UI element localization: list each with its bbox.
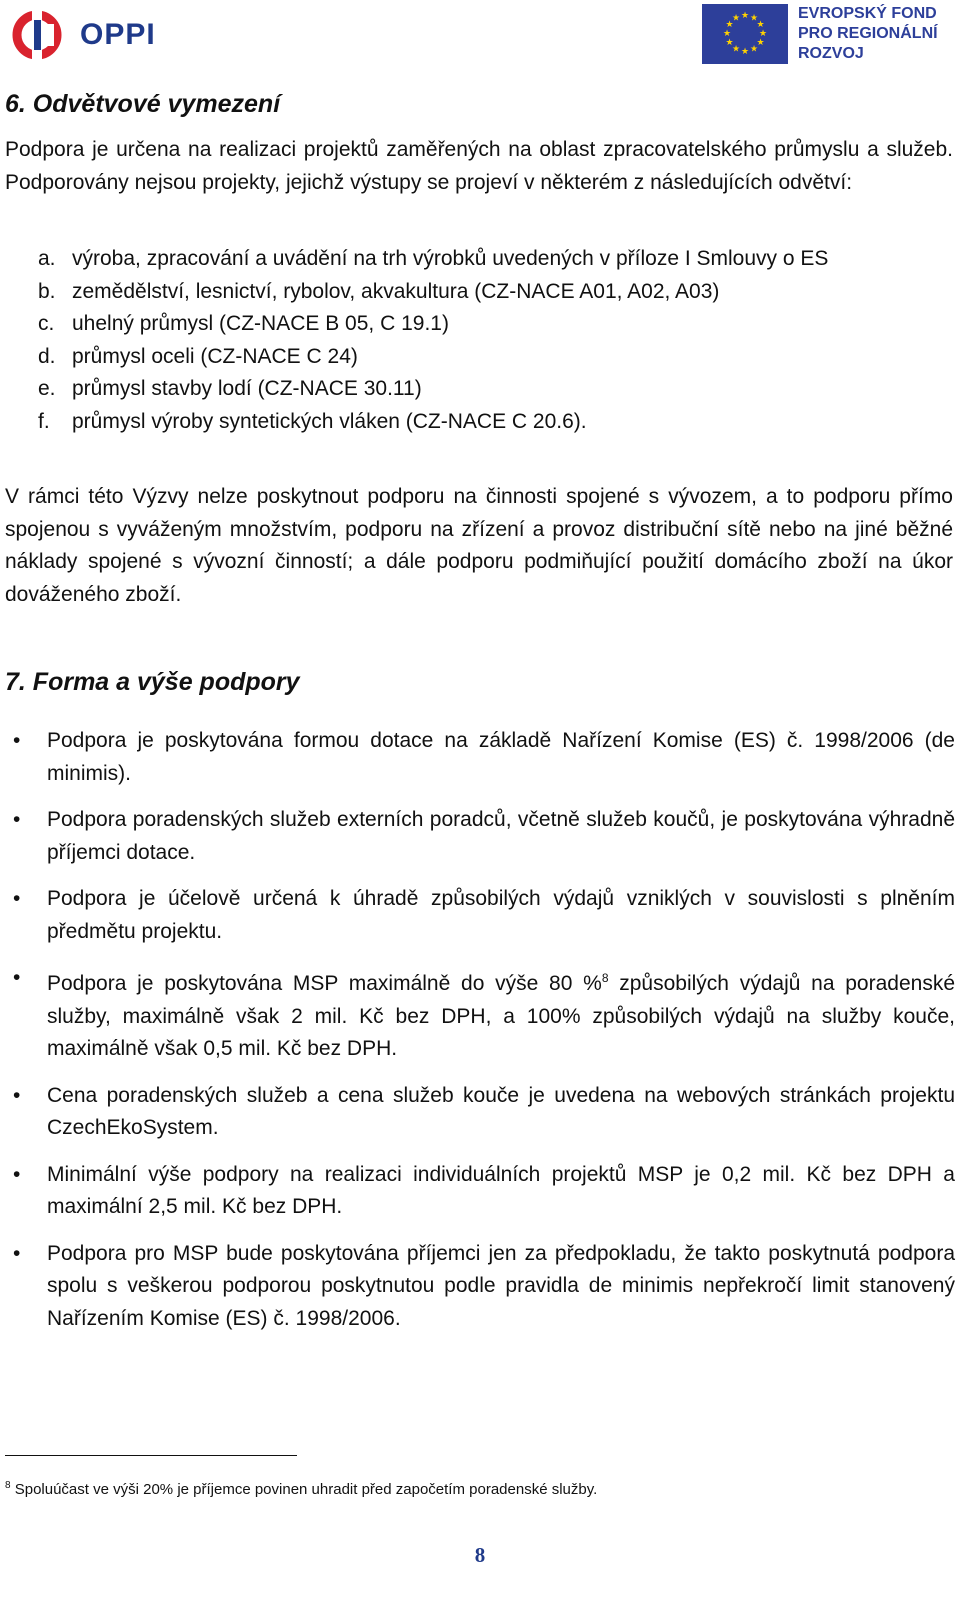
oppi-label: OPPI (80, 18, 156, 51)
footnote-number: 8 (5, 1480, 11, 1491)
eu-line-1: EVROPSKÝ FOND (798, 5, 937, 22)
bullet-text: Podpora je účelově určená k úhradě způsobilých výdajů vzniklých v souvislosti s plněním předmětu projektu. (47, 887, 955, 943)
bullet-item (5, 725, 955, 790)
list-item-text: uhelný průmysl (CZ-NACE B 05, C 19.1) (72, 312, 449, 335)
bullet-item (5, 804, 955, 869)
bullet-item (5, 962, 955, 1066)
list-item-label: f. (38, 409, 50, 433)
eu-fund-label (798, 4, 938, 64)
svg-text:★: ★ (756, 20, 765, 30)
svg-text:★: ★ (725, 38, 734, 48)
list-item-text: zemědělství, lesnictví, rybolov, akvakultura (CZ-NACE A01, A02, A03) (72, 279, 720, 303)
bullet-item (5, 1159, 955, 1224)
list-item-label: b. (38, 279, 56, 303)
bullet-item (5, 883, 955, 948)
bullet-icon: • (13, 1083, 21, 1107)
bullet-item (5, 1238, 955, 1336)
list-item-label: d. (38, 344, 56, 368)
footnote-text: Spoluúčast ve výši 20% je příjemce povinen uhradit před započetím poradenské služby. (10, 1481, 598, 1498)
bullet-text: Podpora je poskytována formou dotace na základě Nařízení Komise (ES) č. 1998/2006 (de minimis). (47, 729, 955, 785)
list-item (38, 406, 956, 439)
list-item (38, 276, 956, 309)
svg-text:★: ★ (749, 44, 759, 55)
bullet-text: Cena poradenských služeb a cena služeb kouče je uvedena na webových stránkách projektu CzechEkoSystem. (47, 1083, 955, 1139)
svg-text:★: ★ (749, 13, 759, 24)
svg-text:★: ★ (740, 11, 750, 21)
list-item-text: průmysl stavby lodí (CZ-NACE 30.11) (72, 377, 422, 400)
excluded-sectors-list (38, 243, 956, 438)
bullet-icon: • (13, 887, 21, 910)
section-6-heading: 6. Odvětvové vymezení (5, 90, 281, 118)
list-item (38, 341, 956, 374)
list-item-label: a. (38, 247, 56, 270)
list-item (38, 243, 956, 276)
eu-line-3: ROZVOJ (798, 45, 864, 62)
svg-text:★: ★ (725, 20, 734, 30)
bullet-icon: • (13, 808, 21, 831)
list-item (38, 308, 956, 341)
eu-logo (702, 4, 938, 64)
svg-text:★: ★ (731, 44, 741, 55)
section-6-closing: V rámci této Výzvy nelze poskytnout podporu na činnosti spojené s vývozem, a to podporu přímo spojenou s vyváženým množstvím, podporu na zřízení a provoz distribuční sítě nebo na jiné běžné náklady spojené s vývozní činností; a dále podporu podmiňující použití domácího zboží na úkor dováženého zboží. (5, 485, 953, 606)
oppi-emblem-icon (12, 10, 70, 60)
footnote (5, 1476, 597, 1500)
svg-text:★: ★ (740, 47, 750, 57)
section-6-intro: Podpora je určena na realizaci projektů zaměřených na oblast zpracovatelského průmyslu a služeb. Podporovány nejsou projekty, jejichž výstupy se projeví v některém z následujících odvětví: (5, 138, 953, 194)
footnote-ref[interactable]: 8 (601, 971, 609, 985)
oppi-logo (12, 10, 156, 60)
support-form-list (5, 725, 955, 1349)
section-7-heading: 7. Forma a výše podpory (5, 668, 300, 696)
svg-text:★: ★ (758, 29, 768, 39)
bullet-text (47, 962, 955, 1066)
page-number: 8 (474, 1543, 486, 1567)
svg-text:★: ★ (756, 38, 765, 48)
bullet-icon: • (13, 729, 21, 752)
bullet-item (5, 1080, 955, 1145)
page-header (0, 0, 960, 80)
bullet-icon: • (13, 1241, 21, 1265)
bullet-text: Podpora pro MSP bude poskytována příjemci jen za předpokladu, že takto poskytnutá podpora spolu s veškerou podporou poskytnutou podle pravidla de minimis nepřekročí limit stanovený Nařízením Komise (ES) č. 1998/2006. (47, 1241, 955, 1330)
list-item-label: e. (38, 377, 56, 400)
svg-text:★: ★ (731, 13, 741, 24)
bullet-text-part: Podpora je poskytována MSP maximálně do výše 80 % (47, 972, 602, 995)
svg-text:★: ★ (722, 29, 732, 39)
bullet-text: Minimální výše podpory na realizaci individuálních projektů MSP je 0,2 mil. Kč bez DPH a maximální 2,5 mil. Kč bez DPH. (47, 1162, 955, 1218)
footnote-divider (5, 1455, 297, 1456)
list-item-text: průmysl výroby syntetických vláken (CZ-NACE C 20.6). (72, 409, 587, 433)
eu-line-2: PRO REGIONÁLNÍ (798, 25, 938, 42)
list-item-text: průmysl oceli (CZ-NACE C 24) (72, 344, 358, 368)
list-item-text: výroba, zpracování a uvádění na trh výrobků uvedených v příloze I Smlouvy o ES (72, 247, 829, 270)
bullet-icon: • (13, 966, 21, 989)
eu-flag-icon (702, 4, 788, 64)
bullet-text: Podpora poradenských služeb externích poradců, včetně služeb koučů, je poskytována výhradně příjemci dotace. (47, 808, 955, 864)
bullet-icon: • (13, 1162, 21, 1186)
list-item (38, 373, 956, 406)
bullet-text-part: způsobilých výdajů na poradenské služby, maximálně však 2 mil. Kč bez DPH, a 100% způsobilých výdajů na služby kouče, maximálně však 0,5 mil. Kč bez DPH. (47, 972, 955, 1060)
list-item-label: c. (38, 312, 55, 335)
